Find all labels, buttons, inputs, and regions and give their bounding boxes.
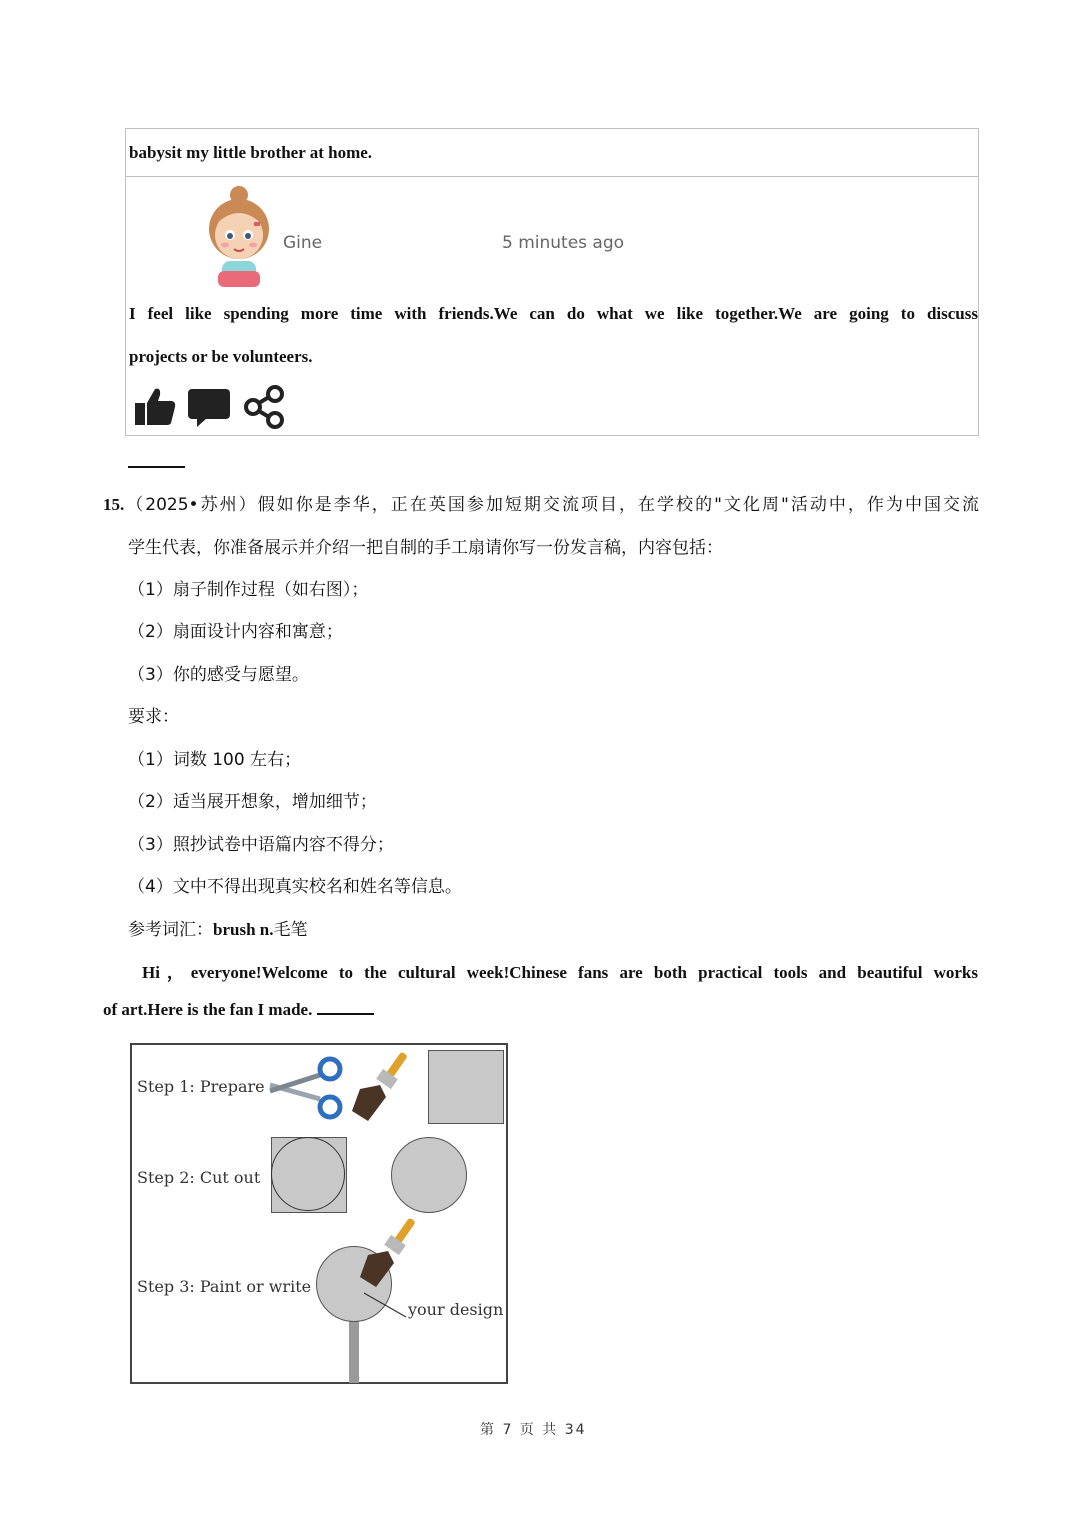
comment-icon[interactable]: [187, 388, 231, 428]
essay-line-2-text: of art.Here is the fan I made.: [103, 1000, 313, 1019]
vocab-label: 参考词汇：: [128, 920, 213, 940]
vocabulary-line: [128, 915, 307, 940]
content-item-1: （1）扇子制作过程（如右图）；: [128, 580, 369, 600]
step-1-label: Step 1: Prepare: [137, 1077, 265, 1096]
footer-prefix: 第: [480, 1422, 496, 1438]
post-card: [125, 128, 979, 436]
essay-answer-blank[interactable]: [317, 1012, 374, 1015]
fan-steps-figure: [130, 1043, 508, 1384]
essay-line-1: Hi，everyone!Welcome to the cultural week!Chinese fans are both practical tools and beautiful works: [142, 963, 978, 982]
paper-square: [428, 1050, 504, 1124]
scissors-icon: [268, 1055, 344, 1121]
vocab-term: brush n.: [213, 920, 274, 939]
question-prompt-2: 学生代表，你准备展示并介绍一把自制的手工扇请你写一份发言稿，内容包括：: [128, 538, 723, 558]
previous-post-text: babysit my little brother at home.: [129, 143, 373, 162]
post-body-line-2: projects or be volunteers.: [129, 347, 313, 366]
question-prompt-1: 假如你是李华，正在英国参加短期交流项目，在学校的"文化周"活动中，作为中国交流: [257, 495, 979, 515]
your-design-annotation: your design: [408, 1300, 504, 1319]
step-3-label: Step 3: Paint or write: [137, 1277, 312, 1296]
requirements-label: 要求：: [128, 707, 179, 727]
requirement-1: （1）词数 100 左右；: [128, 750, 302, 770]
cut-circle-outline: [271, 1137, 345, 1211]
content-item-2: （2）扇面设计内容和寓意；: [128, 622, 343, 642]
post-username[interactable]: Gine: [283, 233, 323, 253]
page-footer: [480, 1419, 587, 1439]
paintbrush-icon: [350, 1049, 420, 1123]
content-item-3: （3）你的感受与愿望。: [128, 665, 309, 685]
question-number: 15.: [103, 495, 125, 514]
requirement-4: （4）文中不得出现真实校名和姓名等信息。: [128, 877, 462, 897]
footer-middle: 页 共: [519, 1422, 559, 1438]
avatar: [206, 185, 272, 289]
question-line-1: [103, 490, 979, 515]
fan-handle: [349, 1317, 359, 1383]
divider: [126, 176, 978, 177]
question-source: （2025•苏州）: [124, 495, 258, 515]
vocab-meaning: 毛笔: [273, 920, 308, 940]
step-2-label: Step 2: Cut out: [137, 1168, 261, 1187]
cut-out-circle: [391, 1137, 467, 1213]
answer-blank[interactable]: [128, 466, 185, 468]
footer-total-pages: 34: [564, 1422, 587, 1438]
requirement-2: （2）适当展开想象，增加细节；: [128, 792, 377, 812]
post-body-line-1: I feel like spending more time with friends.We can do what we like together.We are going to discuss: [129, 304, 978, 323]
share-icon[interactable]: [243, 385, 287, 429]
annotation-pointer: [362, 1291, 412, 1321]
essay-line-2: [103, 1000, 374, 1020]
thumbs-up-icon[interactable]: [133, 385, 177, 427]
requirement-3: （3）照抄试卷中语篇内容不得分；: [128, 835, 394, 855]
paintbrush-icon: [358, 1215, 428, 1289]
footer-page-number: 7: [502, 1422, 514, 1438]
post-timestamp: 5 minutes ago: [502, 233, 625, 253]
